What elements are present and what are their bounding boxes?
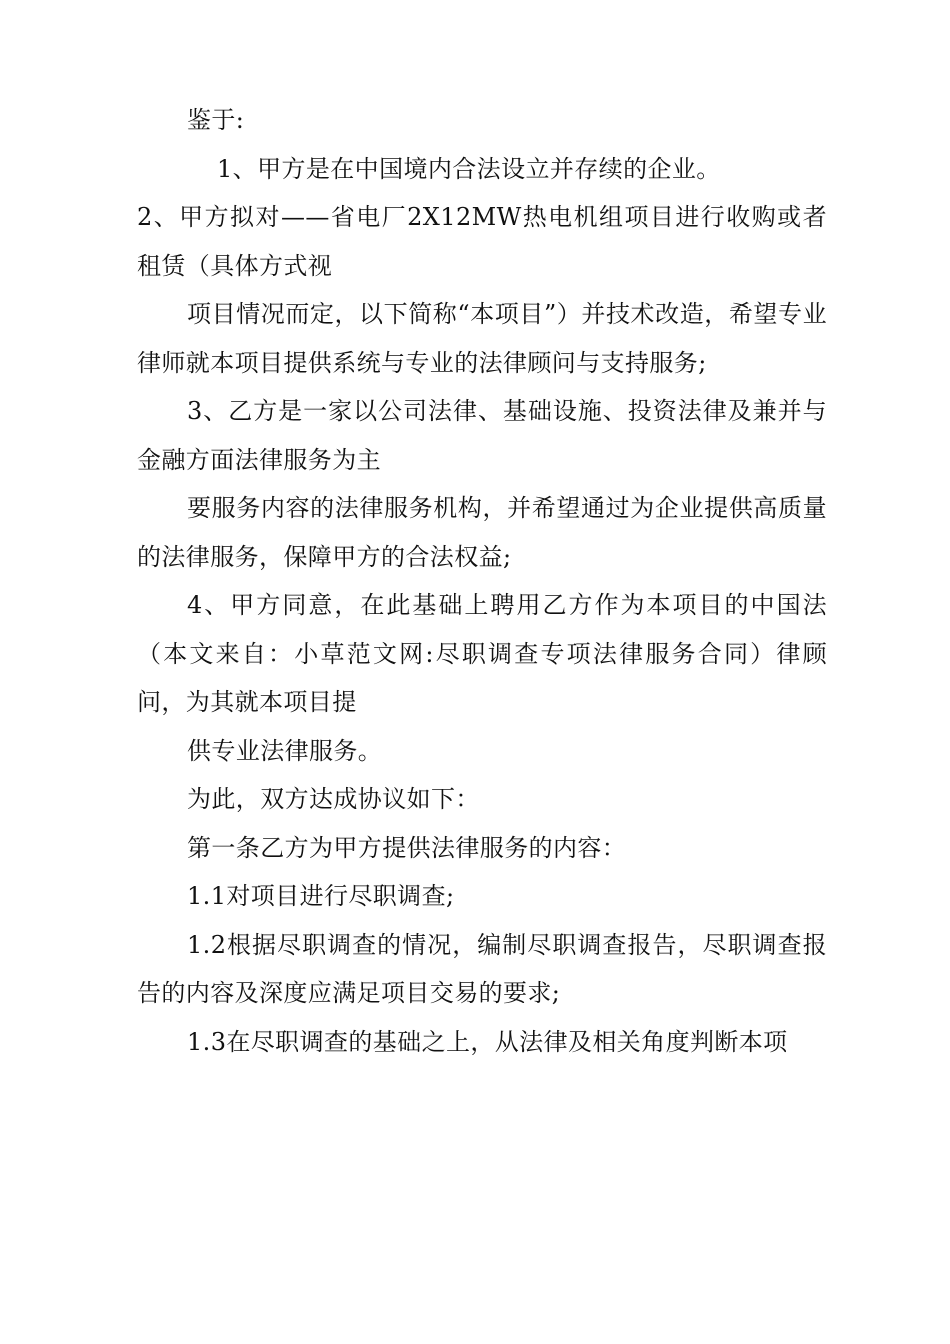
paragraph-item-4-continued: 供专业法律服务。 (187, 736, 383, 765)
paragraph-item-4: 4、甲方同意，在此基础上聘用乙方作为本项目的中国法（本文来自：小草范文网:尽职调查专项法律服务合同）律顾问，为其就本项目提 (137, 591, 827, 716)
paragraph-item-3-continued: 要服务内容的法律服务机构，并希望通过为企业提供高质量的法律服务，保障甲方的合法权益; (137, 494, 827, 571)
paragraph-item-3: 3、乙方是一家以公司法律、基础设施、投资法律及兼并与金融方面法律服务为主 (137, 397, 827, 474)
document-body (137, 96, 827, 1066)
paragraph-agreement-intro: 为此，双方达成协议如下： (187, 785, 480, 813)
paragraph-item-2-continued: 项目情况而定，以下简称“本项目”）并技术改造，希望专业律师就本项目提供系统与专业的法律顾问与支持服务; (137, 300, 827, 377)
paragraph-item-1: 1、甲方是在中国境内合法设立并存续的企业。 (217, 154, 721, 183)
paragraph-clause-1-2: 1.2根据尽职调查的情况，编制尽职调查报告，尽职调查报告的内容及深度应满足项目交易的要求; (137, 930, 827, 1007)
paragraph-clause-1-3: 1.3在尽职调查的基础之上，从法律及相关角度判断本项 (187, 1027, 788, 1056)
paragraph-preamble: 鉴于: (187, 106, 245, 134)
paragraph-item-2: 2、甲方拟对——省电厂2X12MW热电机组项目进行收购或者租赁（具体方式视 (137, 203, 827, 280)
paragraph-clause-1-1: 1.1对项目进行尽职调查; (187, 882, 455, 910)
paragraph-article-1-title: 第一条乙方为甲方提供法律服务的内容： (187, 833, 627, 862)
